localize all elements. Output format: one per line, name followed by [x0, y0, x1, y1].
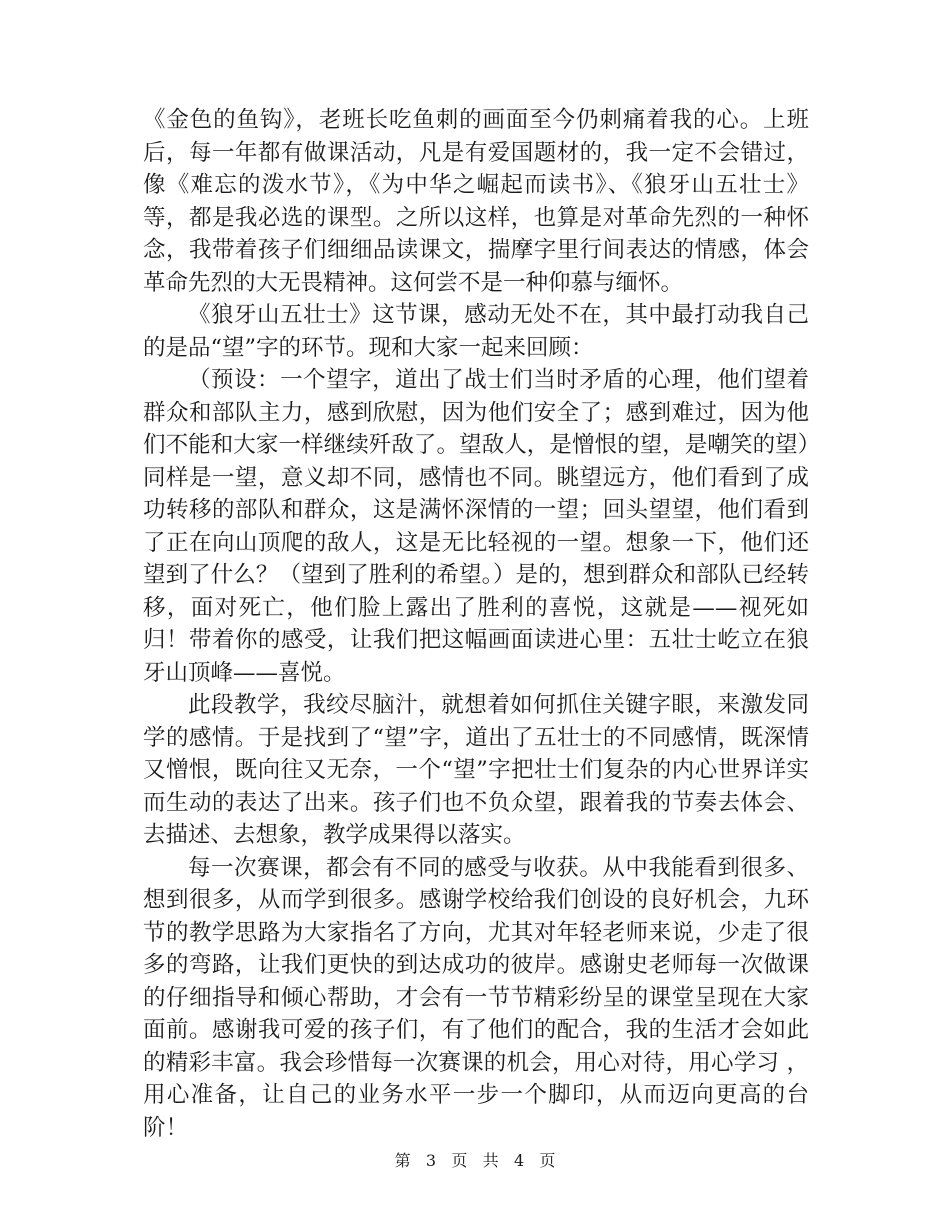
footer-page-word: 页 — [451, 1151, 468, 1170]
paragraph: 每一次赛课，都会有不同的感受与收获。从中我能看到很多、想到很多，从而学到很多。感谢学校给我们创设的良好机会，九环节的教学思路为大家指名了方向，尤其对年轻老师来说，少走了很多的弯路，让我们更快的到达成功的彼岸。感谢史老师每一次做课的仔细指导和倾心帮助，才会有一节节精彩纷呈的课堂呈现在大家面前。感谢我可爱的孩子们，有了他们的配合，我的生活才会如此的精彩丰富。我会珍惜每一次赛课的机会，用心对待，用心学习 ，用心准备，让自己的业务水平一步一个脚印，从而迈向更高的台阶！ — [143, 854, 809, 1141]
document-body — [143, 104, 809, 1144]
paragraph: （预设：一个望字，道出了战士们当时矛盾的心理，他们望着群众和部队主力，感到欣慰，因为他们安全了；感到难过，因为他们不能和大家一样继续歼敌了。望敌人，是憎恨的望，是嘲笑的望）同样是一望，意义却不同，感情也不同。眺望远方，他们看到了成功转移的部队和群众，这是满怀深情的一望；回头望望，他们看到了正在向山顶爬的敌人，这是无比轻视的一望。想象一下，他们还望到了什么？（望到了胜利的希望。）是的，想到群众和部队已经转移，面对死亡，他们脸上露出了胜利的喜悦，这就是——视死如归！带着你的感受，让我们把这幅画面读进心里：五壮士屹立在狼牙山顶峰——喜悦。 — [143, 367, 809, 686]
footer-suffix: 页 — [539, 1151, 556, 1170]
footer-prefix: 第 — [394, 1151, 411, 1170]
page-footer — [0, 1150, 950, 1172]
footer-total-word: 共 — [482, 1151, 499, 1170]
paragraph: 《金色的鱼钩》，老班长吃鱼刺的画面至今仍刺痛着我的心。上班后，每一年都有做课活动，凡是有爱国题材的，我一定不会错过，像《难忘的泼水节》，《为中华之崛起而读书》、《狼牙山五壮士》等，都是我必选的课型。之所以这样，也算是对革命先烈的一种怀念，我带着孩子们细细品读课文，揣摩字里行间表达的情感，体会革命先烈的大无畏精神。这何尝不是一种仰慕与缅怀。 — [143, 107, 809, 296]
paragraph: 《狼牙山五壮士》这节课，感动无处不在，其中最打动我自己的是品“望”字的环节。现和大家一起来回顾： — [143, 302, 809, 361]
total-pages-number: 4 — [513, 1151, 525, 1170]
paragraph: 此段教学，我绞尽脑汁，就想着如何抓住关键字眼，来激发同学的感情。于是找到了“望”字，道出了五壮士的不同感情，既深情又憎恨，既向往又无奈，一个“望”字把壮士们复杂的内心世界详实而生动的表达了出来。孩子们也不负众望，跟着我的节奏去体会、去描述、去想象，教学成果得以落实。 — [143, 692, 809, 848]
current-page-number: 3 — [425, 1151, 437, 1170]
